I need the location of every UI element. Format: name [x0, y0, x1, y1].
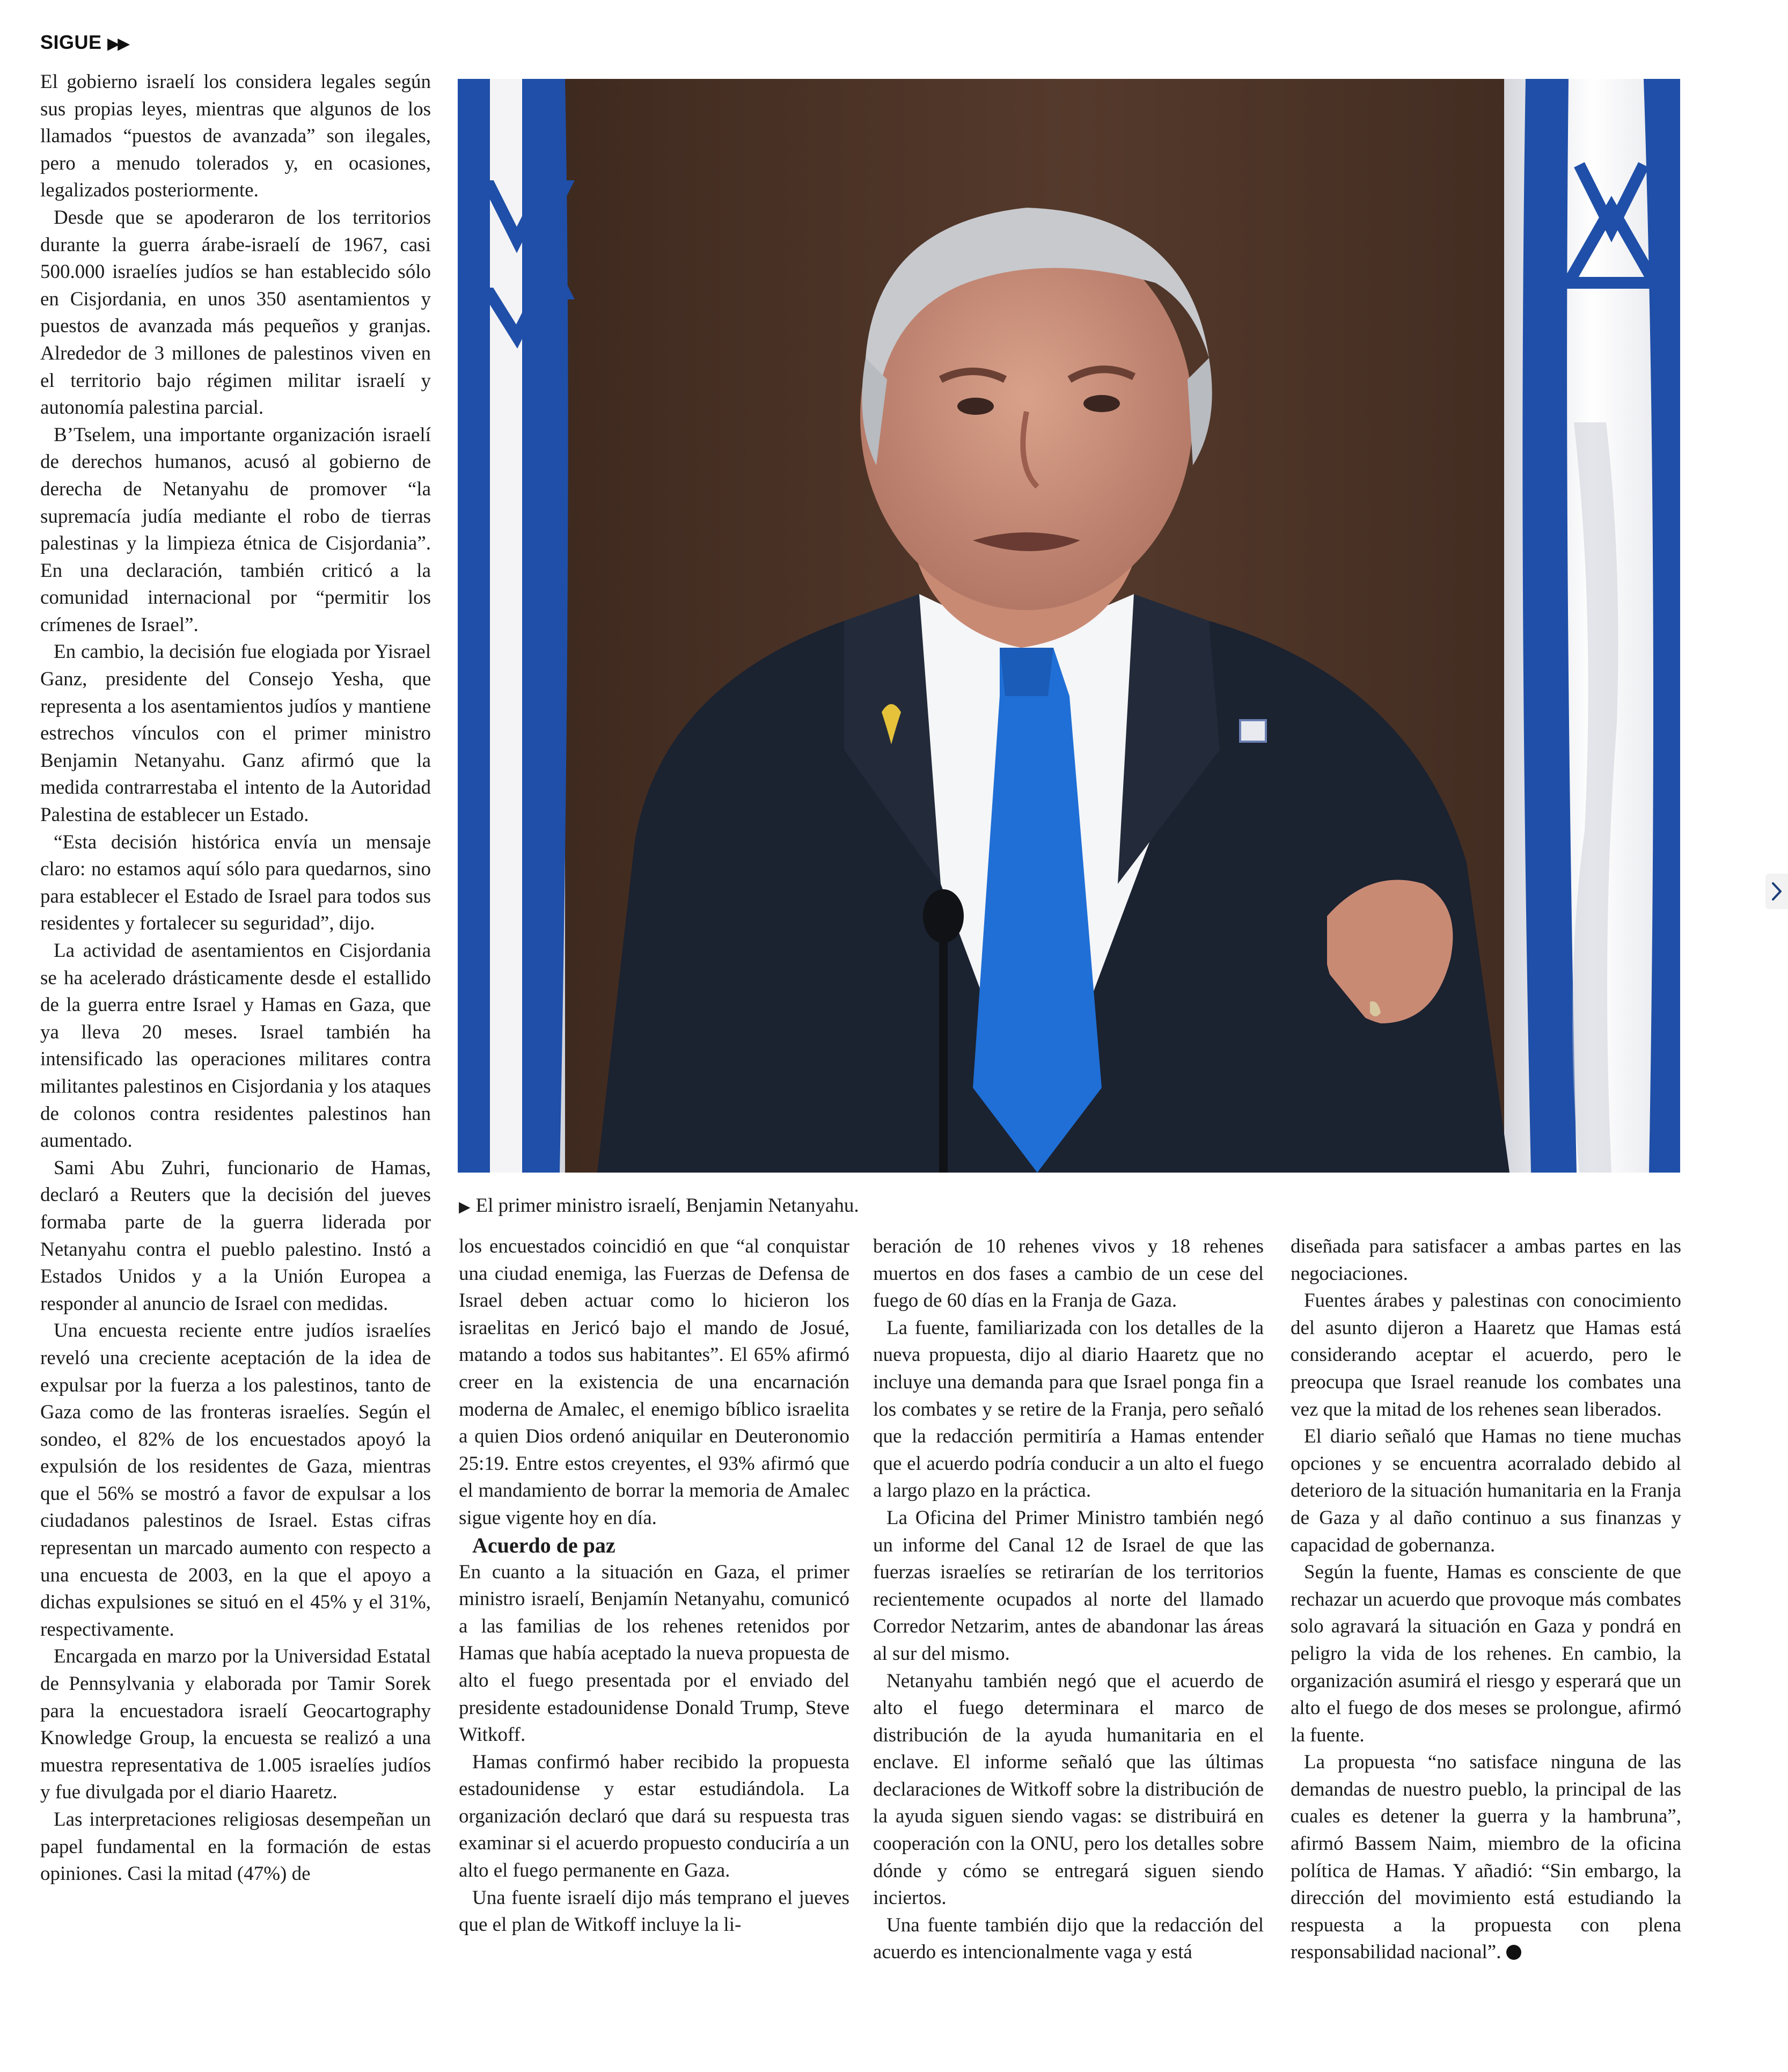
paragraph: B’Tselem, una importante organización israelí de derechos humanos, acusó al gobierno de derecha de Netanyahu de promover “la supremacía judía mediante el robo de tierras palestinas y la limpieza étnica de Cisjordania”. En una declaración, también criticó a la comunidad internacional por “permitir los crímenes de Israel”.: [40, 423, 431, 636]
paragraph: La Oficina del Primer Ministro también negó un informe del Canal 12 de Israel de que las fuerzas israelíes se retirarían de los territorios recientemente ocupados al norte del llamado Corredor Netzarim, antes de abandonar las áreas al sur del mismo.: [873, 1506, 1264, 1665]
chevron-right-icon: [1765, 874, 1788, 909]
end-of-article-icon: [1506, 1945, 1521, 1960]
photo-caption: ▶ El primer ministro israelí, Benjamin Netanyahu.: [459, 1195, 859, 1217]
article-column-3: [873, 1233, 1264, 1966]
paragraph: En cambio, la decisión fue elogiada por Yisrael Ganz, presidente del Consejo Yesha, que representa a los asentamientos judíos y mantiene estrechos vínculos con el primer ministro Benjamin Netanyahu. Ganz afirmó que la medida contrarrestaba el intento de la Autoridad Palestina de establecer un Estado.: [40, 641, 431, 826]
continues-kicker: SIGUE ▶▶: [40, 31, 128, 53]
paragraph: Una fuente israelí dijo más temprano el jueves que el plan de Witkoff incluye la li-: [459, 1886, 849, 1936]
next-page-button[interactable]: [1765, 874, 1788, 909]
article-column-2: [459, 1233, 849, 1939]
paragraph: diseñada para satisfacer a ambas partes en las negociaciones.: [1291, 1235, 1681, 1285]
paragraph: Las interpretaciones religiosas desempeñan un papel fundamental en la formación de estas opiniones. Casi la mitad (47%) de: [40, 1809, 431, 1885]
final-paragraph-text: La propuesta “no satisface ninguna de las demandas de nuestro pueblo, la principal de las cuales es detener la guerra y la hambruna”, afirmó Bassem Naim, miembro de la oficina política de Hamas. Y añadió: “Sin embargo, la dirección del movimiento está estudiando la respuesta a la propuesta con plena responsabilidad nacional”.: [1291, 1751, 1681, 1964]
paragraph: En cuanto a la situación en Gaza, el primer ministro israelí, Benjamín Netanyahu, comunicó a las familias de los rehenes retenidos por Hamas que había aceptado la nueva propuesta de alto el fuego presentada por el enviado del presidente estadounidense Donald Trump, Steve Witkoff.: [459, 1561, 849, 1746]
paragraph: Fuentes árabes y palestinas con conocimiento del asunto dijeron a Haaretz que Hamas está considerando aceptar el acuerdo, pero le preocupa que Israel reanude los combates una vez que la mitad de los rehenes sean liberados.: [1291, 1290, 1681, 1421]
paragraph: Hamas confirmó haber recibido la propuesta estadounidense y estar estudiándola. La organización declaró que dará su respuesta tras examinar si el acuerdo propuesto conduciría a un alto el fuego permanente en Gaza.: [459, 1751, 849, 1882]
paragraph: los encuestados coincidió en que “al conquistar una ciudad enemiga, las Fuerzas de Defensa de Israel deben actuar como lo hicieron los israelitas en Jericó bajo el mando de Josué, matando a todos sus habitantes”. El 65% afirmó creer en la existencia de una encarnación moderna de Amalec, el enemigo bíblico israelita a quien Dios ordenó aniquilar en Deuteronomio 25:19. Entre estos creyentes, el 93% afirmó que el mandamiento de borrar la memoria de Amalec sigue vigente hoy en día.: [459, 1235, 849, 1529]
paragraph: Según la fuente, Hamas es consciente de que rechazar un acuerdo que provoque más combates solo agravará la situación en Gaza y pondrá en peligro la vida de los rehenes. En cambio, la organización asumirá el riesgo y esperará que un alto el fuego de dos meses se prolongue, afirmó la fuente.: [1291, 1561, 1681, 1746]
paragraph: Encargada en marzo por la Universidad Estatal de Pennsylvania y elaborada por Tamir Sorek para la encuestadora israelí Geocartography Knowledge Group, la encuesta se realizó a una muestra representativa de 1.005 israelíes judíos y fue divulgada por el diario Haaretz.: [40, 1645, 431, 1804]
paragraph: La actividad de asentamientos en Cisjordania se ha acelerado drásticamente desde el estallido de la guerra entre Israel y Hamas en Gaza, que ya lleva 20 meses. Israel también ha intensificado las operaciones militares contra militantes palestinos en Cisjordania y los ataques de colonos contra residentes palestinos han aumentado.: [40, 940, 431, 1152]
paragraph: “Esta decisión histórica envía un mensaje claro: no estamos aquí sólo para quedarnos, sino para establecer el Estado de Israel para todos sus residentes y fortalecer su seguridad”, dijo.: [40, 831, 431, 935]
paragraph: Una fuente también dijo que la redacción del acuerdo es intencionalmente vaga y está: [873, 1914, 1264, 1964]
netanyahu-photo: [458, 79, 1680, 1173]
caption-triangle-icon: ▶: [459, 1198, 471, 1216]
right-flag: [1504, 79, 1680, 1173]
paragraph: El gobierno israelí los considera legales según sus propias leyes, mientras que algunos de los llamados “puestos de avanzada” son ilegales, pero a menudo tolerados y, en ocasiones, legalizados posteriormente.: [40, 71, 431, 202]
paragraph: Sami Abu Zuhri, funcionario de Hamas, declaró a Reuters que la decisión del jueves formaba parte de la guerra liderada por Netanyahu contra el pueblo palestino. Instó a Estados Unidos y a la Unión Europea a responder al anuncio de Israel con medidas.: [40, 1156, 431, 1315]
paragraph: [1291, 1749, 1681, 1966]
article-column-1: [40, 69, 431, 1888]
left-flag: [458, 79, 568, 1173]
paragraph: Una encuesta reciente entre judíos israelíes reveló una creciente aceptación de la idea de expulsar por la fuerza a los palestinos, tanto de Gaza como de las fronteras israelíes. Según el sondeo, el 82% de los encuestados apoyó la expulsión de los residentes de Gaza, mientras que el 56% se mostró a favor de expulsar a los ciudadanos palestinos de Israel. Estas cifras representan un marcado aumento con respecto a una encuesta de 2003, en la que el apoyo a dichas expulsiones se situó en el 45% y el 31%, respectivamente.: [40, 1320, 431, 1641]
paragraph: El diario señaló que Hamas no tiene muchas opciones y se encuentra acorralado debido al deterioro de la situación humanitaria en la Franja de Gaza y al daño continuo a sus finanzas y capacidad de gobernanza.: [1291, 1425, 1681, 1556]
paragraph: Desde que se apoderaron de los territorios durante la guerra árabe-israelí de 1967, casi 500.000 israelíes judíos se han establecido sólo en Cisjordania, en unos 350 asentamientos y puestos de avanzada más pequeños y granjas. Alrededor de 3 millones de palestinos viven en el territorio bajo régimen militar israelí y autonomía palestina parcial.: [40, 206, 431, 419]
section-subhead: Acuerdo de paz: [472, 1533, 615, 1557]
paragraph: Netanyahu también negó que el acuerdo de alto el fuego determinara el marco de distribución de la ayuda humanitaria en el enclave. El informe señaló que las últimas declaraciones de Witkoff sobre la distribución de la ayuda siguen siendo vagas: se distribuirá en cooperación con la ONU, pero los detalles sobre dónde y cómo se entregará siguen siendo inciertos.: [873, 1670, 1264, 1909]
paragraph: beración de 10 rehenes vivos y 18 rehenes muertos en dos fases a cambio de un cese del fuego de 60 días en la Franja de Gaza.: [873, 1235, 1264, 1312]
article-column-4: [1291, 1233, 1681, 1966]
paragraph: La fuente, familiarizada con los detalles de la nueva propuesta, dijo al diario Haaretz que no incluye una demanda para que Israel ponga fin a los combates y se retire de la Franja, pero señaló que la redacción permitiría a Hamas entender que el acuerdo podría conducir a un alto el fuego a largo plazo en la práctica.: [873, 1316, 1264, 1502]
